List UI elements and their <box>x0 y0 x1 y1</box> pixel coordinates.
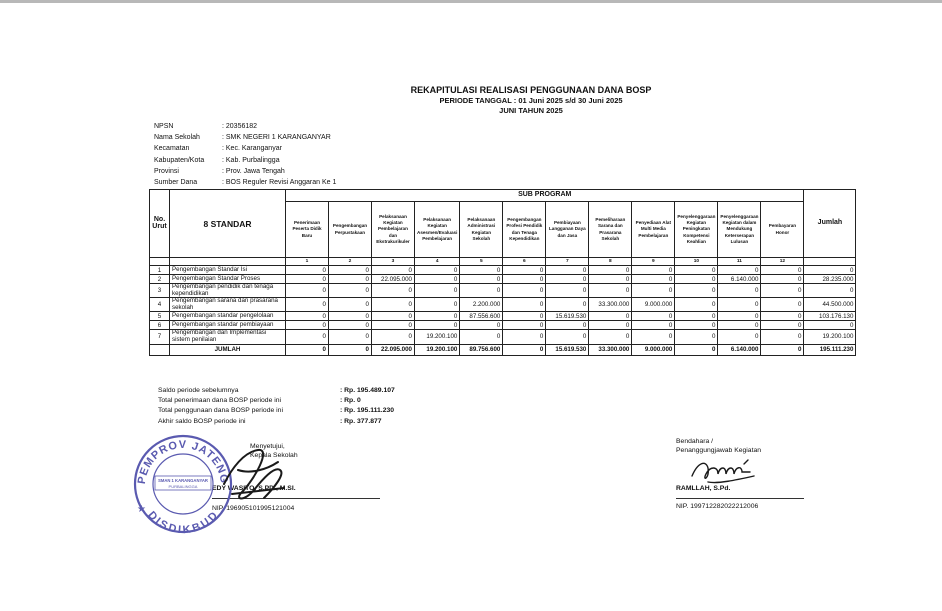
info-value: : Prov. Jawa Tengah <box>222 167 285 175</box>
table-row <box>150 284 856 298</box>
summary-value: : Rp. 377.877 <box>340 417 382 425</box>
info-label: Kecamatan <box>154 145 190 153</box>
amount-cell: 0 <box>372 266 415 275</box>
info-label: Provinsi <box>154 167 179 175</box>
row-total-cell: 103.176.130 <box>804 312 856 321</box>
standard-name: Pengembangan Standar Isi <box>170 266 286 275</box>
amount-cell: 0 <box>460 321 503 330</box>
amount-cell: 2.200.000 <box>460 298 503 312</box>
column-total-cell: 15.619.530 <box>546 344 589 355</box>
column-number-cell: 11 <box>718 258 761 266</box>
treasurer-nip: NIP. 199712282022212006 <box>676 503 759 510</box>
amount-cell: 87.556.600 <box>460 312 503 321</box>
amount-cell: 0 <box>329 275 372 284</box>
amount-cell: 0 <box>718 312 761 321</box>
amount-cell: 0 <box>589 330 632 344</box>
treasurer-name: RAMLLAH, S.Pd. <box>676 485 731 492</box>
amount-cell: 0 <box>329 330 372 344</box>
summary-value: : Rp. 195.489.107 <box>340 387 395 394</box>
amount-cell: 0 <box>415 321 460 330</box>
column-number-cell: 3 <box>372 258 415 266</box>
amount-cell: 0 <box>589 275 632 284</box>
amount-cell: 0 <box>503 284 546 298</box>
amount-cell: 0 <box>286 330 329 344</box>
info-value: : BOS Reguler Revisi Anggaran Ke 1 <box>222 179 337 187</box>
info-label: Nama Sekolah <box>154 134 200 142</box>
amount-cell: 0 <box>718 284 761 298</box>
index-cell <box>150 258 170 266</box>
info-row <box>154 132 336 143</box>
approval-label: Menyetujui, <box>250 443 285 450</box>
amount-cell: 0 <box>329 298 372 312</box>
amount-cell: 0 <box>718 321 761 330</box>
summary-row <box>158 396 395 406</box>
amount-cell: 0 <box>675 330 718 344</box>
amount-cell: 0 <box>761 330 804 344</box>
info-label: NPSN <box>154 123 174 130</box>
stamp-center-line1: SMAN 1 KARANGANYAR <box>158 478 208 483</box>
info-value: : 20356182 <box>222 123 258 130</box>
column-total-cell: 89.756.600 <box>460 344 503 355</box>
standard-name: Pengembangan pendidik dan tenaga kependidikan <box>170 284 286 298</box>
amount-cell: 0 <box>632 321 675 330</box>
info-value: : Kec. Karanganyar <box>222 145 282 153</box>
summary-row <box>158 406 395 416</box>
headmaster-nip: NIP. 196905101995121004 <box>212 505 295 512</box>
column-number-cell: 9 <box>632 258 675 266</box>
sub-program-header: SUB PROGRAM <box>286 190 804 202</box>
headmaster-name: EDY WASITO, S.PD., M.SI. <box>212 485 296 492</box>
amount-cell: 0 <box>675 321 718 330</box>
column-number-cell: 6 <box>503 258 546 266</box>
column-total-cell: 0 <box>675 344 718 355</box>
row-total-cell: 19.200.100 <box>804 330 856 344</box>
row-number: 4 <box>150 298 170 312</box>
amount-cell: 6.140.000 <box>718 275 761 284</box>
info-row <box>154 166 336 177</box>
standard-name: Pengembangan standar pembiayaan <box>170 321 286 330</box>
amount-cell: 0 <box>632 312 675 321</box>
treasurer-signature-icon <box>688 452 762 492</box>
amount-cell: 0 <box>718 298 761 312</box>
amount-cell: 0 <box>286 266 329 275</box>
amount-cell: 0 <box>415 275 460 284</box>
index-cell <box>804 258 856 266</box>
standard-name: Pengembangan Standar Proses <box>170 275 286 284</box>
amount-cell: 0 <box>546 275 589 284</box>
amount-cell: 0 <box>546 321 589 330</box>
amount-cell: 19.200.100 <box>415 330 460 344</box>
info-value: : Kab. Purbalingga <box>222 156 280 164</box>
row-total-cell: 28.235.000 <box>804 275 856 284</box>
standard-name: Pengembangan standar pengelolaan <box>170 312 286 321</box>
table-body <box>150 266 856 345</box>
amount-cell: 0 <box>546 266 589 275</box>
row-total-cell: 0 <box>804 266 856 275</box>
amount-cell: 0 <box>503 266 546 275</box>
headmaster-title: Kepala Sekolah <box>250 452 298 459</box>
amount-cell: 0 <box>675 298 718 312</box>
total-row <box>150 344 856 355</box>
amount-cell: 0 <box>460 284 503 298</box>
sub-program-column-header: Pembiayaan Langganan Daya dan Jasa <box>546 202 589 258</box>
amount-cell: 0 <box>329 266 372 275</box>
amount-cell: 0 <box>589 312 632 321</box>
summary-row <box>158 386 395 396</box>
amount-cell: 0 <box>589 266 632 275</box>
column-number-cell: 1 <box>286 258 329 266</box>
column-total-cell: 6.140.000 <box>718 344 761 355</box>
amount-cell: 0 <box>503 321 546 330</box>
info-row <box>154 143 336 154</box>
sub-program-column-header: Pelaksanaan Kegiatan Pembelajaran dan Ekstrakurikuler <box>372 202 415 258</box>
amount-cell: 0 <box>589 284 632 298</box>
table-row <box>150 298 856 312</box>
sub-program-column-header: Penyelenggaraan Kegiatan Peningkatan Kompetensi Keahlian <box>675 202 718 258</box>
summary-row <box>158 417 395 427</box>
realization-table <box>149 189 856 356</box>
amount-cell: 9.000.000 <box>632 298 675 312</box>
amount-cell: 0 <box>761 321 804 330</box>
amount-cell: 22.095.000 <box>372 275 415 284</box>
amount-cell: 0 <box>329 284 372 298</box>
amount-cell: 0 <box>761 312 804 321</box>
row-number: 6 <box>150 321 170 330</box>
amount-cell: 0 <box>372 330 415 344</box>
row-total-cell: 0 <box>804 284 856 298</box>
stamp-center-line2: PURBALINGGA <box>168 484 198 489</box>
amount-cell: 0 <box>415 312 460 321</box>
amount-cell: 0 <box>546 330 589 344</box>
amount-cell: 0 <box>632 330 675 344</box>
column-total-cell: 0 <box>761 344 804 355</box>
amount-cell: 0 <box>286 284 329 298</box>
amount-cell: 0 <box>503 275 546 284</box>
table-row <box>150 330 856 344</box>
summary-label: Akhir saldo BOSP periode ini <box>158 417 246 425</box>
sub-program-column-header: Pembayaran Honor <box>761 202 804 258</box>
column-number-cell: 7 <box>546 258 589 266</box>
column-number-cell: 4 <box>415 258 460 266</box>
sub-program-column-header: Pelaksanaan Administrasi Kegiatan Sekolah <box>460 202 503 258</box>
total-label: JUMLAH <box>170 344 286 355</box>
total-blank-cell <box>150 344 170 355</box>
table-row <box>150 266 856 275</box>
table-row <box>150 312 856 321</box>
svg-text:★: ★ <box>137 504 146 515</box>
row-number: 3 <box>150 284 170 298</box>
column-total-cell: 0 <box>286 344 329 355</box>
stamp-bottom-text: DISDIKBUD <box>145 509 221 534</box>
column-total-cell: 0 <box>503 344 546 355</box>
no-header: No. Urut <box>150 190 170 258</box>
report-month-year: JUNI TAHUN 2025 <box>499 106 563 115</box>
amount-cell: 0 <box>632 284 675 298</box>
column-total-cell: 22.095.000 <box>372 344 415 355</box>
info-label: Sumber Dana <box>154 179 198 187</box>
treasurer-label: Bendahara / <box>676 438 714 445</box>
row-total-cell: 0 <box>804 321 856 330</box>
amount-cell: 0 <box>761 275 804 284</box>
amount-cell: 0 <box>372 321 415 330</box>
balance-summary <box>158 386 395 427</box>
column-total-cell: 33.300.000 <box>589 344 632 355</box>
sub-program-column-header: Penyelenggaraan Kegiatan dalam Mendukung Keterserapan Lulusan <box>718 202 761 258</box>
column-total-cell: 19.200.100 <box>415 344 460 355</box>
amount-cell: 0 <box>286 275 329 284</box>
amount-cell: 0 <box>460 275 503 284</box>
standard-name: Pengembangan sarana dan prasarana sekolah <box>170 298 286 312</box>
summary-label: Total penerimaan dana BOSP periode ini <box>158 397 282 405</box>
amount-cell: 0 <box>329 312 372 321</box>
grand-total-cell: 195.111.230 <box>804 344 856 355</box>
amount-cell: 0 <box>415 266 460 275</box>
summary-label: Saldo periode sebelumnya <box>158 387 239 394</box>
column-number-cell: 8 <box>589 258 632 266</box>
amount-cell: 0 <box>675 312 718 321</box>
amount-cell: 0 <box>503 298 546 312</box>
summary-value: : Rp. 0 <box>340 397 361 405</box>
amount-cell: 0 <box>372 284 415 298</box>
amount-cell: 0 <box>460 266 503 275</box>
jumlah-header: Jumlah <box>804 190 856 258</box>
amount-cell: 0 <box>675 266 718 275</box>
amount-cell: 0 <box>503 330 546 344</box>
amount-cell: 0 <box>329 321 372 330</box>
amount-cell: 0 <box>415 298 460 312</box>
table-row <box>150 275 856 284</box>
column-total-cell: 9.000.000 <box>632 344 675 355</box>
row-number: 1 <box>150 266 170 275</box>
report-title: REKAPITULASI REALISASI PENGGUNAAN DANA BOSP <box>410 85 652 95</box>
column-number-cell: 2 <box>329 258 372 266</box>
index-cell <box>170 258 286 266</box>
amount-cell: 0 <box>372 312 415 321</box>
table-row <box>150 321 856 330</box>
amount-cell: 0 <box>372 298 415 312</box>
column-number-cell: 5 <box>460 258 503 266</box>
column-total-cell: 0 <box>329 344 372 355</box>
headmaster-signature-icon <box>214 440 294 514</box>
svg-text:DISDIKBUD <box>145 509 220 534</box>
amount-cell: 0 <box>286 321 329 330</box>
amount-cell: 0 <box>503 312 546 321</box>
stamp-top-text: PEMPROV JATENG <box>135 438 231 485</box>
info-row <box>154 155 336 166</box>
amount-cell: 0 <box>761 266 804 275</box>
amount-cell: 0 <box>718 266 761 275</box>
amount-cell: 0 <box>632 266 675 275</box>
school-info <box>154 121 336 188</box>
amount-cell: 0 <box>761 284 804 298</box>
summary-label: Total penggunaan dana BOSP periode ini <box>158 407 283 415</box>
row-number: 7 <box>150 330 170 344</box>
report-period: PERIODE TANGGAL : 01 Juni 2025 s/d 30 Juni 2025 <box>439 96 623 105</box>
sub-program-column-header: Penerimaan Peserta Didik Baru <box>286 202 329 258</box>
amount-cell: 0 <box>460 330 503 344</box>
standard-name: Pengembangan dan Implementasi sistem penilaian <box>170 330 286 344</box>
summary-value: : Rp. 195.111.230 <box>340 407 395 415</box>
amount-cell: 0 <box>675 284 718 298</box>
sub-program-column-header: Penyediaan Alat Multi Media Pembelajaran <box>632 202 675 258</box>
signature-line <box>676 498 804 499</box>
column-number-row <box>150 258 856 266</box>
standar-header: 8 STANDAR <box>170 190 286 258</box>
sub-program-column-header: Pemeliharaan Sarana dan Prasarana Sekolah <box>589 202 632 258</box>
amount-cell: 33.300.000 <box>589 298 632 312</box>
info-row <box>154 121 336 132</box>
info-label: Kabupaten/Kota <box>154 156 205 164</box>
amount-cell: 0 <box>286 312 329 321</box>
amount-cell: 0 <box>761 298 804 312</box>
amount-cell: 0 <box>632 275 675 284</box>
row-number: 5 <box>150 312 170 321</box>
info-value: : SMK NEGERI 1 KARANGANYAR <box>222 134 331 142</box>
info-row <box>154 177 336 188</box>
amount-cell: 0 <box>286 298 329 312</box>
top-border <box>0 0 942 3</box>
amount-cell: 0 <box>546 284 589 298</box>
amount-cell: 15.619.530 <box>546 312 589 321</box>
amount-cell: 0 <box>546 298 589 312</box>
amount-cell: 0 <box>718 330 761 344</box>
sub-program-column-header: Pengembangan Profesi Pendidik dan Tenaga Kependidikan <box>503 202 546 258</box>
amount-cell: 0 <box>675 275 718 284</box>
sub-program-column-header: Pelaksanaan Kegiatan Asesmen/Evaluasi Pembelajaran <box>415 202 460 258</box>
treasurer-title: Penanggungjawab Kegiatan <box>676 447 762 454</box>
row-number: 2 <box>150 275 170 284</box>
amount-cell: 0 <box>589 321 632 330</box>
row-total-cell: 44.500.000 <box>804 298 856 312</box>
sub-program-column-header: Pengembangan Perpustakaan <box>329 202 372 258</box>
amount-cell: 0 <box>415 284 460 298</box>
column-number-cell: 12 <box>761 258 804 266</box>
column-number-cell: 10 <box>675 258 718 266</box>
